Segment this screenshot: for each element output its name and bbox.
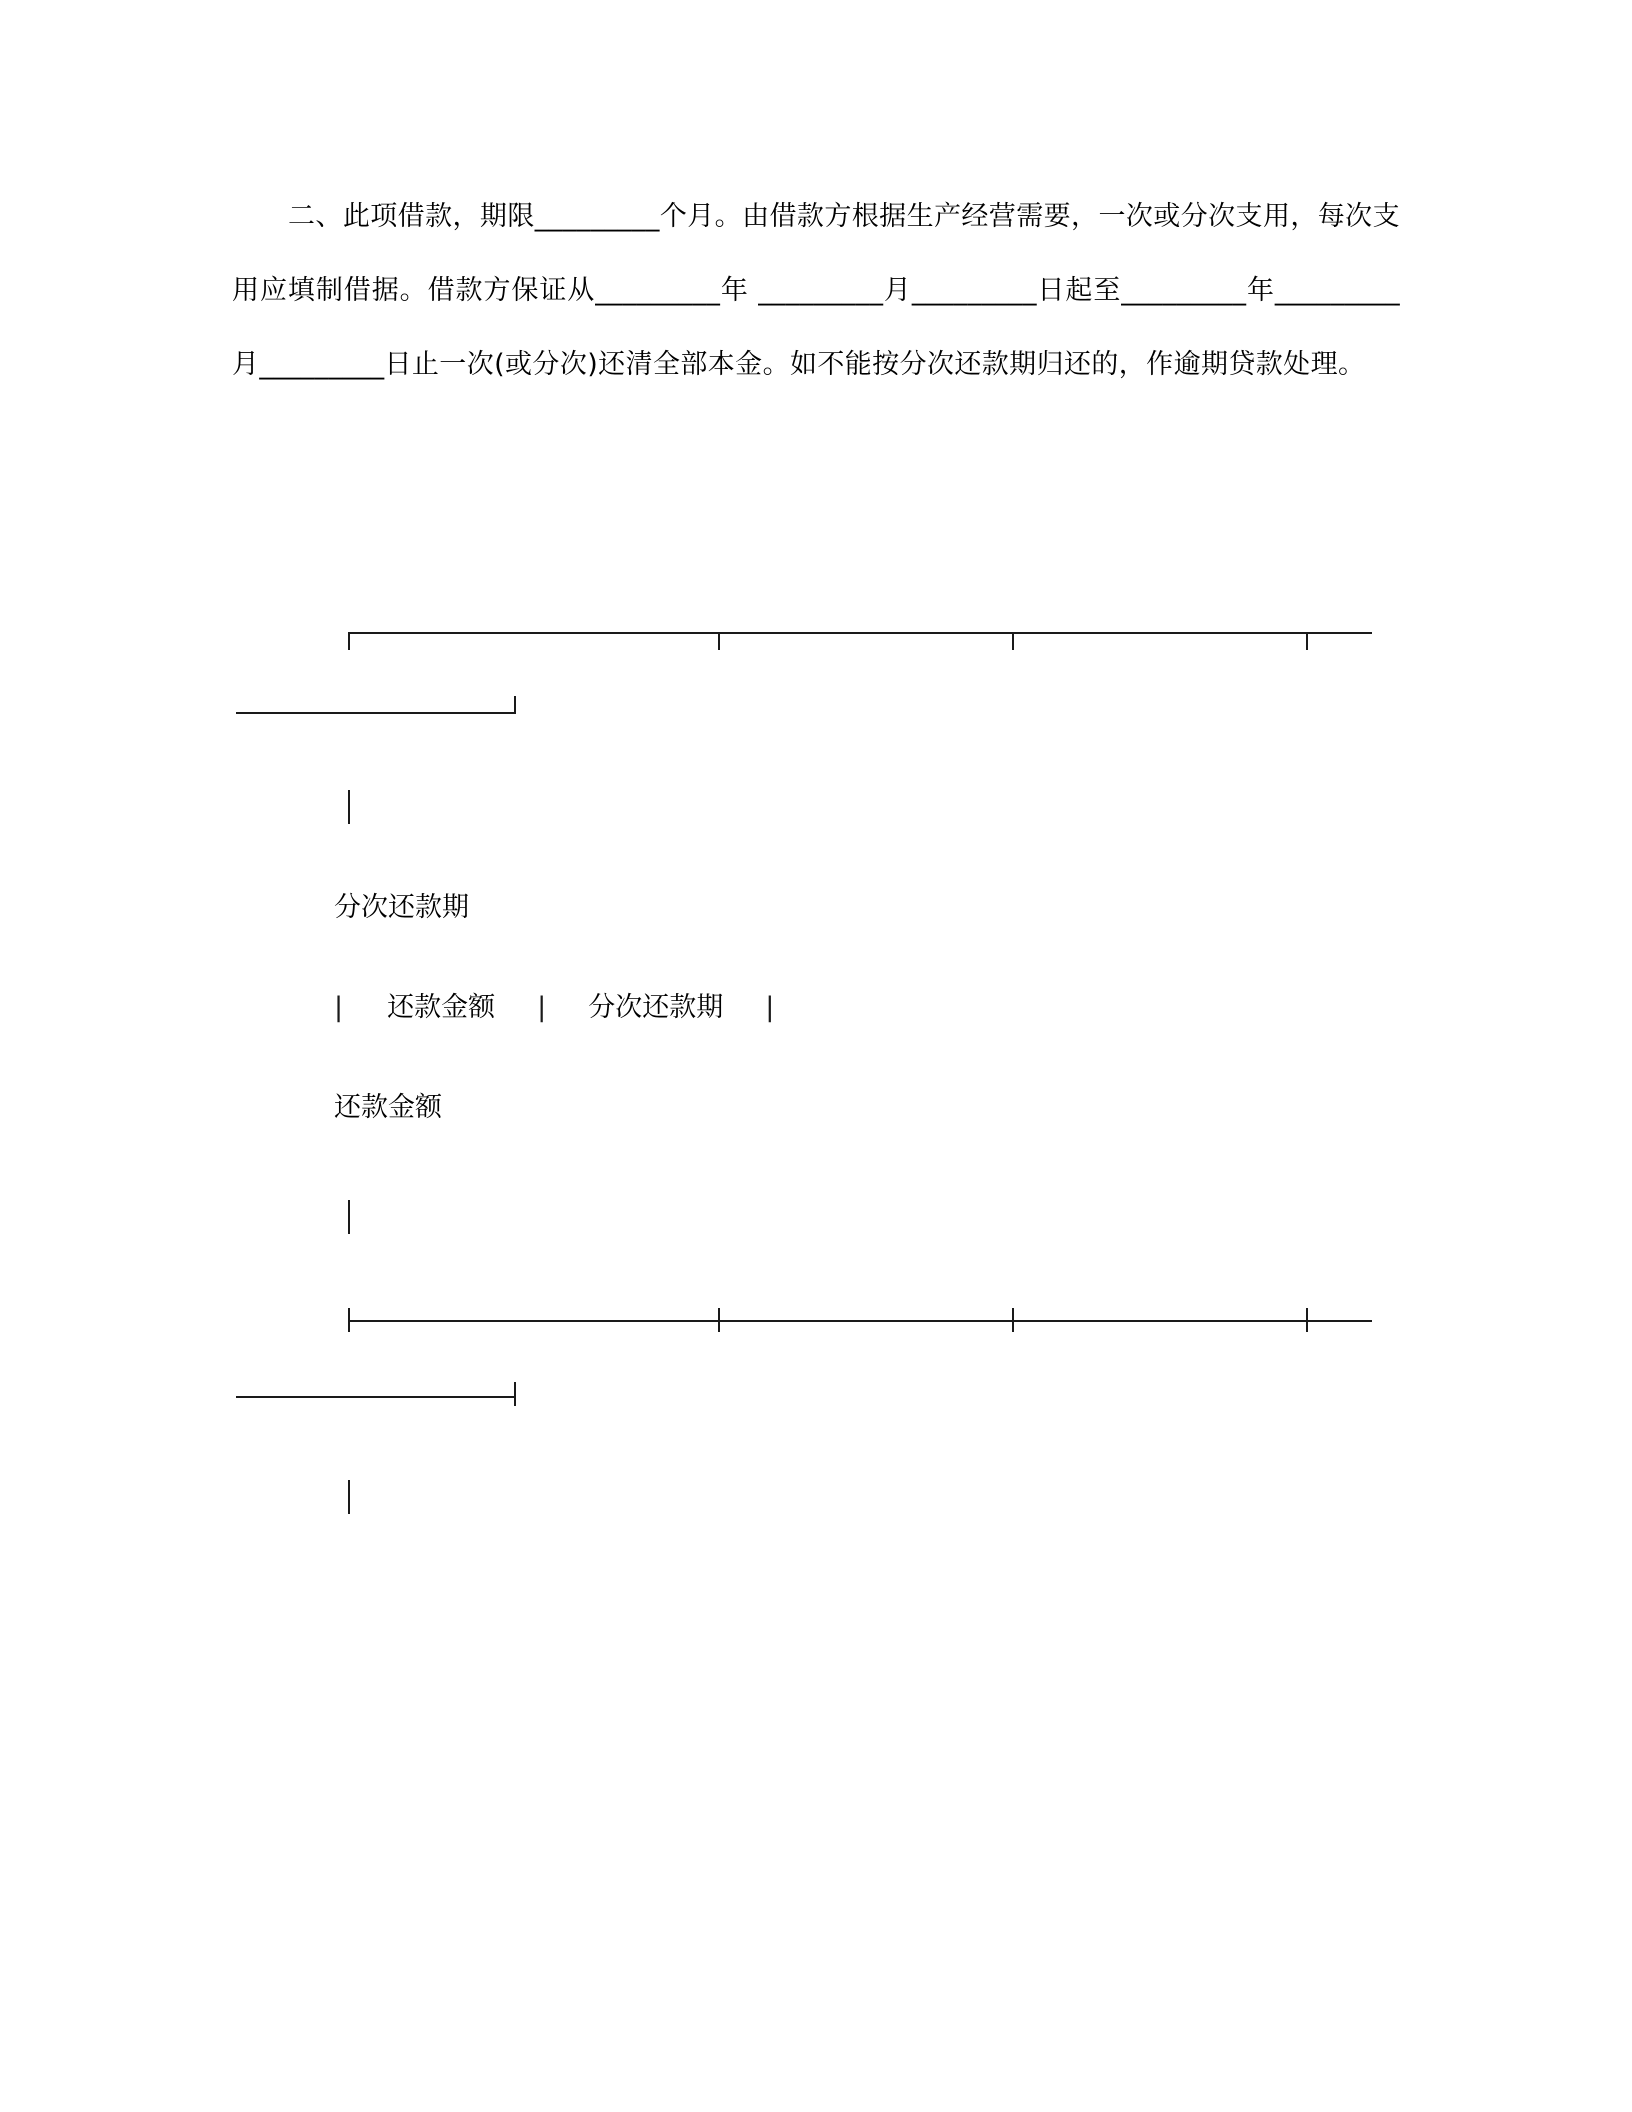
row-separator-2: | (537, 992, 547, 1023)
table-top-tick-2 (718, 632, 720, 650)
table-tail-divider (348, 1480, 350, 1514)
table-top-tick-1 (348, 632, 350, 650)
table-bottom-border (348, 1320, 1372, 1322)
table-bottom-tick-3 (1012, 1308, 1014, 1332)
table-second-tick (514, 696, 516, 714)
table-bottom-tick-1 (348, 1308, 350, 1332)
table-bottom-second-border (236, 1396, 516, 1398)
table-top-border (348, 632, 1372, 634)
label-installment-period-1: 分次还款期 (334, 892, 469, 923)
table-bottom-tick-2 (718, 1308, 720, 1332)
table-column-divider-lower (348, 1200, 350, 1234)
table-bottom-second-tick (514, 1382, 516, 1406)
label-installment-period-2: 分次还款期 (588, 992, 724, 1023)
table-bottom-tick-4 (1306, 1308, 1308, 1332)
paragraph-text: 二、此项借款，期限_________个月。由借款方根据生产经营需要，一次或分次支用，每次支用应填制借据。借款方保证从_________年 _________月_________日起至_________年_________月_________日止一次(或分次)还清全部本金。如不能按分次还款期归还的，作逾期贷款处理。 (232, 201, 1400, 380)
table-top-tick-4 (1306, 632, 1308, 650)
table-top-tick-3 (1012, 632, 1014, 650)
row-separator-3: | (765, 992, 775, 1023)
paragraph-clause-two (232, 180, 1400, 402)
row-separator-1: | (334, 992, 344, 1023)
table-second-border (236, 712, 516, 714)
label-repayment-amount-1: 还款金额 (387, 992, 496, 1023)
table-middle-row (334, 990, 774, 1026)
label-repayment-amount-2: 还款金额 (334, 1092, 442, 1123)
table-column-divider-upper (348, 790, 350, 824)
